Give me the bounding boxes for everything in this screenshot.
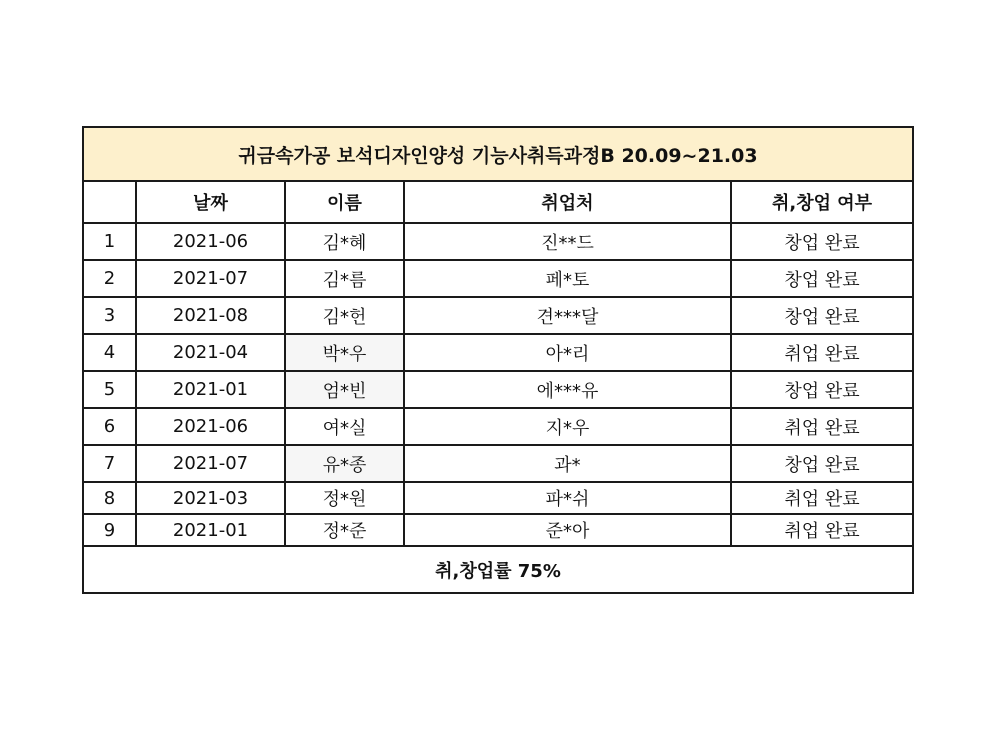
employment-table — [82, 126, 914, 594]
row-name: 유*종 — [285, 445, 404, 482]
row-company: 준*아 — [404, 514, 731, 546]
row-name: 김*혜 — [285, 223, 404, 260]
row-company: 에***유 — [404, 371, 731, 408]
table-row — [83, 371, 913, 408]
row-status: 창업 완료 — [731, 371, 913, 408]
footer-row — [83, 546, 913, 593]
table-row — [83, 334, 913, 371]
row-company: 진**드 — [404, 223, 731, 260]
column-header-company: 취업처 — [404, 181, 731, 223]
row-status: 창업 완료 — [731, 297, 913, 334]
row-name: 정*준 — [285, 514, 404, 546]
employment-rate: 취,창업률 75% — [83, 546, 913, 593]
row-date: 2021-03 — [136, 482, 285, 514]
row-company: 파*쉬 — [404, 482, 731, 514]
row-date: 2021-06 — [136, 408, 285, 445]
row-status: 창업 완료 — [731, 445, 913, 482]
row-company: 지*우 — [404, 408, 731, 445]
table-row — [83, 408, 913, 445]
table-row — [83, 514, 913, 546]
column-header-date: 날짜 — [136, 181, 285, 223]
row-name: 김*헌 — [285, 297, 404, 334]
row-number: 7 — [83, 445, 136, 482]
row-number: 3 — [83, 297, 136, 334]
row-status: 창업 완료 — [731, 260, 913, 297]
row-number: 5 — [83, 371, 136, 408]
row-status: 취업 완료 — [731, 514, 913, 546]
column-header-number — [83, 181, 136, 223]
column-header-status: 취,창업 여부 — [731, 181, 913, 223]
row-status: 창업 완료 — [731, 223, 913, 260]
row-company: 아*리 — [404, 334, 731, 371]
row-name: 정*원 — [285, 482, 404, 514]
row-status: 취업 완료 — [731, 334, 913, 371]
row-date: 2021-08 — [136, 297, 285, 334]
row-name: 김*름 — [285, 260, 404, 297]
row-number: 4 — [83, 334, 136, 371]
row-status: 취업 완료 — [731, 408, 913, 445]
title-row — [83, 127, 913, 181]
row-name: 박*우 — [285, 334, 404, 371]
row-number: 8 — [83, 482, 136, 514]
table-row — [83, 482, 913, 514]
header-row — [83, 181, 913, 223]
table-row — [83, 445, 913, 482]
row-date: 2021-01 — [136, 514, 285, 546]
row-number: 6 — [83, 408, 136, 445]
column-header-name: 이름 — [285, 181, 404, 223]
row-number: 2 — [83, 260, 136, 297]
table-row — [83, 260, 913, 297]
row-date: 2021-01 — [136, 371, 285, 408]
row-date: 2021-07 — [136, 445, 285, 482]
row-number: 9 — [83, 514, 136, 546]
row-name: 여*실 — [285, 408, 404, 445]
row-name: 엄*빈 — [285, 371, 404, 408]
row-number: 1 — [83, 223, 136, 260]
row-company: 페*토 — [404, 260, 731, 297]
row-date: 2021-07 — [136, 260, 285, 297]
table-row — [83, 223, 913, 260]
row-company: 과* — [404, 445, 731, 482]
table-title: 귀금속가공 보석디자인양성 기능사취득과정B 20.09~21.03 — [83, 127, 913, 181]
row-date: 2021-04 — [136, 334, 285, 371]
table-body — [83, 127, 913, 593]
table-row — [83, 297, 913, 334]
row-company: 견***달 — [404, 297, 731, 334]
row-date: 2021-06 — [136, 223, 285, 260]
row-status: 취업 완료 — [731, 482, 913, 514]
